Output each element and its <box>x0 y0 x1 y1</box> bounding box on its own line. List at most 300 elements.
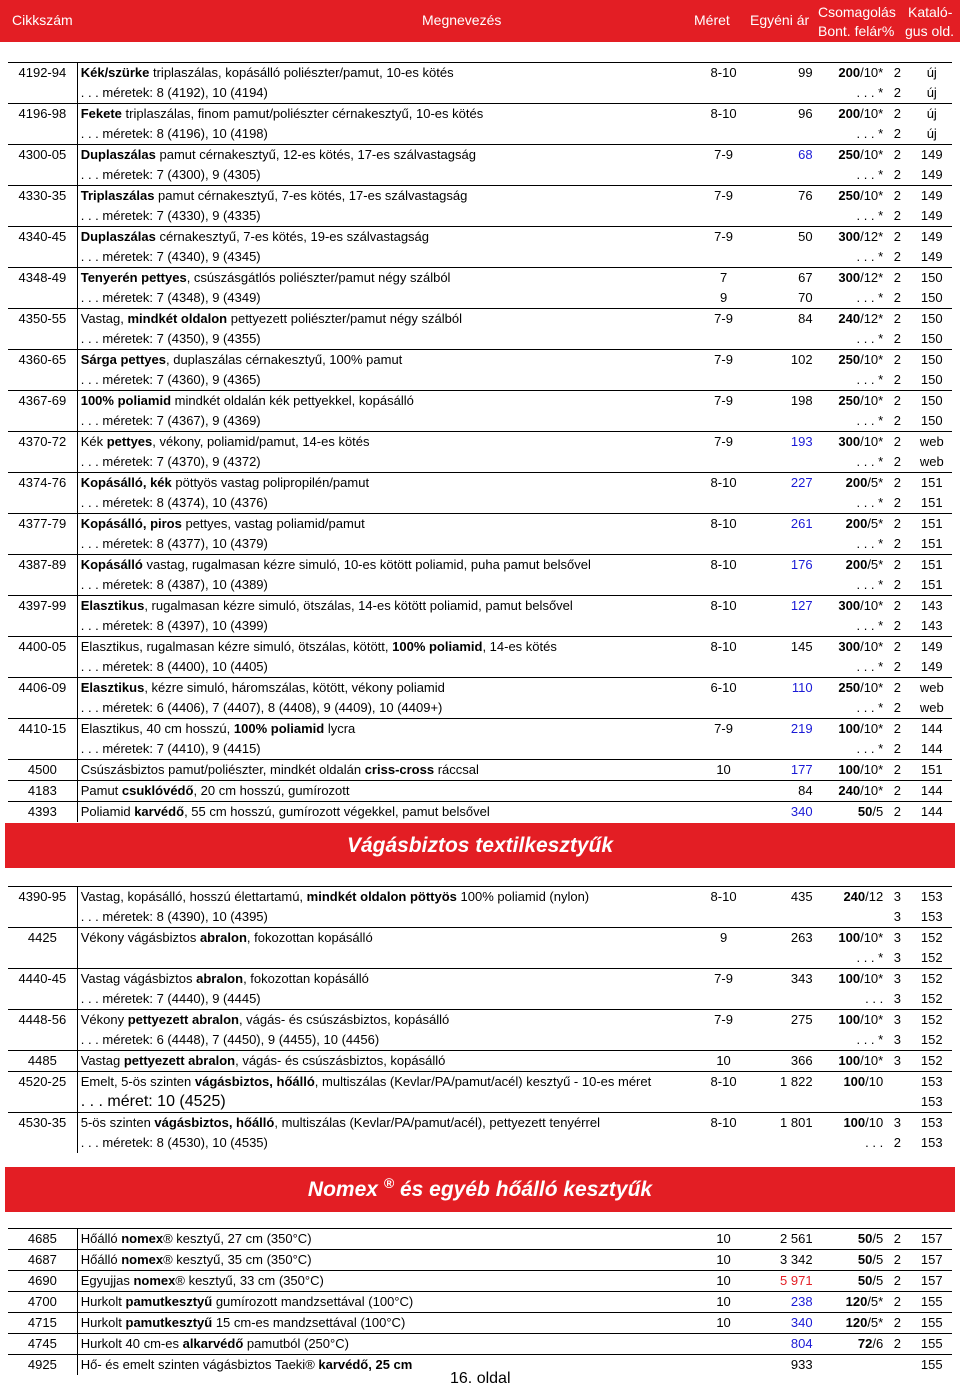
cell-cikkszam: 4500 <box>8 760 77 781</box>
cell-katalogus: 157 <box>912 1271 952 1292</box>
cell-csomagolas: 200/10* <box>821 63 884 84</box>
cell-katalogus: 157 <box>912 1250 952 1271</box>
cell-katalogus: 151 <box>920 577 943 592</box>
cell-megnevezes: . . . méretek: 6 (4448), 7 (4450), 9 (4455), 10 (4456) <box>80 1032 380 1047</box>
cell-csomagolas: 50/5 <box>821 1271 884 1292</box>
cell-cikkszam <box>8 493 77 514</box>
cell-megnevezes: Pamut csuklóvédő, 20 cm hosszú, gumírozott <box>77 781 697 802</box>
table-row <box>8 227 952 248</box>
cell-megnevezes: Kopásálló, piros pettyes, vastag poliamid/pamut <box>77 514 697 535</box>
cell-katalogus: 152 <box>920 1032 943 1047</box>
cell-bont-felar: 2 <box>893 167 901 182</box>
cell-csomagolas <box>821 1355 884 1376</box>
cell-egyeni-ar: 1 822 <box>750 1072 821 1093</box>
cell-egyeni-ar <box>750 83 821 104</box>
cell-egyeni-ar: 2 561 <box>750 1229 821 1250</box>
cell-katalogus: 149 <box>920 249 943 264</box>
cell-egyeni-ar <box>750 329 821 350</box>
cell-csomagolas: . . . * <box>856 331 884 346</box>
table-row <box>8 657 952 678</box>
header-bont-felar: Bont. felár% <box>818 23 895 39</box>
cell-egyeni-ar <box>750 1133 821 1153</box>
cell-bont-felar: 2 <box>893 700 901 715</box>
cell-bont-felar: 2 <box>883 227 911 248</box>
cell-meret: 10 <box>697 760 750 781</box>
cell-bont-felar: 2 <box>893 741 901 756</box>
cell-bont-felar: 2 <box>883 104 911 125</box>
cell-csomagolas: 100/10* <box>821 1051 884 1072</box>
cell-cikkszam: 4348-49 <box>8 268 77 289</box>
cell-bont-felar: 2 <box>883 678 911 699</box>
cell-egyeni-ar: 67 <box>750 268 821 289</box>
cell-katalogus: 152 <box>912 969 952 990</box>
cell-megnevezes: Triplaszálas pamut cérnakesztyű, 7-es kötés, 17-es szálvastagság <box>77 186 697 207</box>
cell-csomagolas: . . . * <box>856 577 884 592</box>
cell-meret <box>697 370 750 391</box>
cell-egyeni-ar: 366 <box>750 1051 821 1072</box>
cell-bont-felar: 2 <box>883 637 911 658</box>
cell-csomagolas: 50/5 <box>821 1250 884 1271</box>
cell-cikkszam: 4192-94 <box>8 63 77 84</box>
cell-cikkszam <box>8 575 77 596</box>
cell-megnevezes <box>77 948 697 969</box>
cell-katalogus: 151 <box>912 555 952 576</box>
cell-csomagolas: 250/10* <box>821 350 884 371</box>
cell-bont-felar: 2 <box>893 536 901 551</box>
cell-cikkszam <box>8 411 77 432</box>
cell-meret: 6-10 <box>697 678 750 699</box>
table-row <box>8 969 952 990</box>
cell-bont-felar: 2 <box>883 63 911 84</box>
cell-bont-felar: 2 <box>883 145 911 166</box>
cell-egyeni-ar <box>750 948 821 969</box>
cell-egyeni-ar: 84 <box>750 781 821 802</box>
table-row <box>8 145 952 166</box>
cell-egyeni-ar <box>750 247 821 268</box>
cell-bont-felar: 3 <box>883 1113 911 1134</box>
cell-cikkszam: 4350-55 <box>8 309 77 330</box>
cell-cikkszam <box>8 83 77 104</box>
cell-bont-felar: 3 <box>883 1010 911 1031</box>
cell-katalogus: 150 <box>912 309 952 330</box>
cell-katalogus: 155 <box>912 1292 952 1313</box>
cell-megnevezes: . . . méretek: 7 (4340), 9 (4345) <box>80 249 261 264</box>
cell-csomagolas: 100/10 <box>821 1072 884 1093</box>
cell-meret: 10 <box>697 1313 750 1334</box>
table-row <box>8 432 952 453</box>
cell-megnevezes: Kék/szürke triplaszálas, kopásálló poliészter/pamut, 10-es kötés <box>77 63 697 84</box>
table-row <box>8 781 952 802</box>
cell-meret: 8-10 <box>697 1113 750 1134</box>
cell-meret <box>697 206 750 227</box>
cell-bont-felar: 2 <box>883 802 911 823</box>
cell-megnevezes: . . . méretek: 7 (4330), 9 (4335) <box>80 208 261 223</box>
cell-cikkszam <box>8 534 77 555</box>
cell-csomagolas: 250/10* <box>821 391 884 412</box>
table-row <box>8 739 952 760</box>
cell-katalogus: 151 <box>912 473 952 494</box>
cell-megnevezes: Emelt, 5-ös szinten vágásbiztos, hőálló, multiszálas (Kevlar/PA/pamut/acél) kesztyű - 10-es méret <box>77 1072 697 1093</box>
cell-megnevezes: . . . méretek: 8 (4397), 10 (4399) <box>80 618 268 633</box>
cell-megnevezes: . . . méretek: 8 (4387), 10 (4389) <box>80 577 268 592</box>
cell-meret: 8-10 <box>697 596 750 617</box>
table-row <box>8 104 952 125</box>
cell-cikkszam: 4397-99 <box>8 596 77 617</box>
cell-meret <box>697 907 750 928</box>
cell-cikkszam <box>8 1133 77 1153</box>
table-row <box>8 989 952 1010</box>
cell-meret <box>697 657 750 678</box>
cell-megnevezes: Csúszásbiztos pamut/poliészter, mindkét oldalán criss-cross ráccsal <box>77 760 697 781</box>
cell-megnevezes: . . . méretek: 7 (4350), 9 (4355) <box>80 331 261 346</box>
cell-bont-felar: 2 <box>893 331 901 346</box>
cell-megnevezes: . . . méretek: 7 (4410), 9 (4415) <box>80 741 261 756</box>
cell-meret: 8-10 <box>697 514 750 535</box>
table-row <box>8 186 952 207</box>
table-row <box>8 350 952 371</box>
cell-egyeni-ar: 263 <box>750 928 821 949</box>
cell-meret: 7-9 <box>697 1010 750 1031</box>
cell-meret <box>697 452 750 473</box>
cell-csomagolas: 300/10* <box>821 637 884 658</box>
cell-bont-felar: 2 <box>893 249 901 264</box>
cell-cikkszam <box>8 452 77 473</box>
table-row <box>8 1113 952 1134</box>
table-row <box>8 637 952 658</box>
table-row <box>8 309 952 330</box>
cell-egyeni-ar: 102 <box>750 350 821 371</box>
cell-csomagolas: 200/5* <box>821 514 884 535</box>
cell-egyeni-ar <box>750 657 821 678</box>
cell-egyeni-ar: 804 <box>750 1334 821 1355</box>
cell-egyeni-ar: 76 <box>750 186 821 207</box>
cell-egyeni-ar <box>750 493 821 514</box>
cell-meret <box>697 493 750 514</box>
cell-bont-felar: 2 <box>883 1271 911 1292</box>
table-row <box>8 473 952 494</box>
cell-katalogus: 150 <box>912 268 952 289</box>
cell-meret <box>697 1133 750 1153</box>
cell-katalogus: 149 <box>912 186 952 207</box>
cell-csomagolas: 240/12* <box>821 309 884 330</box>
header-cikkszam: Cikkszám <box>12 12 73 28</box>
cell-cikkszam <box>8 247 77 268</box>
cell-cikkszam: 4340-45 <box>8 227 77 248</box>
cell-cikkszam <box>8 329 77 350</box>
cell-katalogus: 155 <box>912 1355 952 1376</box>
table-row <box>8 1271 952 1292</box>
cell-katalogus: 151 <box>920 495 943 510</box>
cell-egyeni-ar: 435 <box>750 887 821 908</box>
cell-katalogus: új <box>926 126 937 141</box>
registered-mark: ® <box>383 1175 395 1191</box>
cell-megnevezes: . . . méretek: 7 (4360), 9 (4365) <box>80 372 261 387</box>
cell-egyeni-ar: 193 <box>750 432 821 453</box>
cell-cikkszam: 4393 <box>8 802 77 823</box>
cell-csomagolas: 100/10* <box>821 719 884 740</box>
cell-egyeni-ar: 68 <box>750 145 821 166</box>
cell-csomagolas: . . . * <box>856 208 884 223</box>
cell-csomagolas: . . . * <box>856 700 884 715</box>
cell-katalogus: 149 <box>920 167 943 182</box>
cell-csomagolas: 300/12* <box>821 227 884 248</box>
cell-meret: 10 <box>697 1271 750 1292</box>
cell-cikkszam: 4690 <box>8 1271 77 1292</box>
table-row <box>8 1092 952 1113</box>
cell-bont-felar: 2 <box>893 618 901 633</box>
table-row <box>8 391 952 412</box>
cell-bont-felar: 2 <box>883 719 911 740</box>
cell-egyeni-ar <box>750 989 821 1010</box>
section-title-nomex-b: és egyéb hőálló kesztyűk <box>399 1178 653 1201</box>
cell-katalogus: 152 <box>920 950 943 965</box>
cell-egyeni-ar: 343 <box>750 969 821 990</box>
cell-meret <box>697 534 750 555</box>
cell-megnevezes: Vékony pettyezett abralon, vágás- és csúszásbiztos, kopásálló <box>77 1010 697 1031</box>
cell-csomagolas <box>821 1092 884 1113</box>
table-row <box>8 698 952 719</box>
cell-katalogus: új <box>912 104 952 125</box>
cell-bont-felar <box>883 1072 911 1093</box>
cell-egyeni-ar <box>750 739 821 760</box>
cell-megnevezes: Vékony vágásbiztos abralon, fokozottan kopásálló <box>77 928 697 949</box>
table-row <box>8 596 952 617</box>
cell-meret <box>697 247 750 268</box>
cell-egyeni-ar <box>750 575 821 596</box>
cell-meret <box>697 1355 750 1376</box>
cell-bont-felar: 2 <box>893 85 901 100</box>
cell-csomagolas: 240/12 <box>821 887 884 908</box>
cell-meret: 7-9 <box>697 227 750 248</box>
cell-katalogus: 152 <box>920 991 943 1006</box>
cell-megnevezes: Hurkolt pamutkesztyű gumírozott mandzsettával (100°C) <box>77 1292 697 1313</box>
cell-megnevezes: . . . méretek: 7 (4300), 9 (4305) <box>80 167 261 182</box>
cell-cikkszam <box>8 206 77 227</box>
cell-katalogus: 155 <box>912 1313 952 1334</box>
cell-meret: 10 <box>697 1229 750 1250</box>
cell-cikkszam <box>8 616 77 637</box>
section-title-vagasbiztos: Vágásbiztos textilkesztyűk <box>5 823 955 868</box>
cell-bont-felar: 2 <box>893 372 901 387</box>
cell-meret: 8-10 <box>697 104 750 125</box>
cell-megnevezes: Kék pettyes, vékony, poliamid/pamut, 14-es kötés <box>77 432 697 453</box>
cell-cikkszam <box>8 739 77 760</box>
cell-megnevezes: . . . méretek: 8 (4192), 10 (4194) <box>80 85 268 100</box>
cell-bont-felar: 2 <box>883 1229 911 1250</box>
cell-bont-felar: 2 <box>883 514 911 535</box>
cell-meret <box>697 124 750 145</box>
cell-katalogus: 149 <box>912 145 952 166</box>
cell-megnevezes: Vastag vágásbiztos abralon, fokozottan kopásálló <box>77 969 697 990</box>
cell-cikkszam: 4390-95 <box>8 887 77 908</box>
cell-csomagolas: 100/10* <box>821 760 884 781</box>
cell-csomagolas: 300/12* <box>821 268 884 289</box>
cell-megnevezes: Hőálló nomex® kesztyű, 35 cm (350°C) <box>77 1250 697 1271</box>
cell-csomagolas: 250/10* <box>821 145 884 166</box>
cell-katalogus: 150 <box>920 331 943 346</box>
cell-bont-felar: 2 <box>893 454 901 469</box>
cell-katalogus: 149 <box>920 208 943 223</box>
table-row <box>8 1292 952 1313</box>
cell-cikkszam: 4715 <box>8 1313 77 1334</box>
cell-katalogus: 150 <box>912 350 952 371</box>
cell-cikkszam: 4687 <box>8 1250 77 1271</box>
table-row <box>8 575 952 596</box>
cell-bont-felar: 2 <box>883 432 911 453</box>
cell-bont-felar: 2 <box>883 1292 911 1313</box>
table-row <box>8 493 952 514</box>
cell-katalogus: 144 <box>912 781 952 802</box>
cell-egyeni-ar: 127 <box>750 596 821 617</box>
table-row <box>8 719 952 740</box>
cell-megnevezes: . . . méretek: 8 (4196), 10 (4198) <box>80 126 268 141</box>
header-katalogus: Kataló- <box>908 4 953 20</box>
table-row <box>8 288 952 309</box>
cell-csomagolas: . . . * <box>856 1032 884 1047</box>
cell-bont-felar: 2 <box>883 350 911 371</box>
cell-megnevezes: . . . méretek: 8 (4530), 10 (4535) <box>80 1135 268 1150</box>
cell-cikkszam: 4448-56 <box>8 1010 77 1031</box>
cell-katalogus: 143 <box>920 618 943 633</box>
cell-katalogus: 149 <box>920 659 943 674</box>
cell-csomagolas: . . . * <box>856 167 884 182</box>
table-row <box>8 206 952 227</box>
cell-meret: 7-9 <box>697 432 750 453</box>
cell-bont-felar: 2 <box>893 126 901 141</box>
cell-megnevezes: Vastag pettyezett abralon, vágás- és csúszásbiztos, kopásálló <box>77 1051 697 1072</box>
cell-bont-felar: 3 <box>893 991 901 1006</box>
cell-csomagolas: 120/5* <box>821 1292 884 1313</box>
cell-csomagolas: . . . * <box>856 413 884 428</box>
cell-megnevezes: Elasztikus, kézre simuló, háromszálas, kötött, vékony poliamid <box>77 678 697 699</box>
cell-bont-felar: 2 <box>883 1334 911 1355</box>
header-egyeni-ar: Egyéni ár <box>750 12 810 28</box>
cell-csomagolas: . . . * <box>856 536 884 551</box>
product-table-3 <box>8 1228 952 1375</box>
cell-egyeni-ar: 110 <box>750 678 821 699</box>
cell-csomagolas: . . . * <box>856 495 884 510</box>
cell-megnevezes: . . . méretek: 7 (4367), 9 (4369) <box>80 413 261 428</box>
cell-csomagolas: . . . * <box>856 950 884 965</box>
cell-csomagolas: 50/5 <box>821 1229 884 1250</box>
cell-bont-felar: 2 <box>893 577 901 592</box>
cell-megnevezes: . . . méretek: 8 (4377), 10 (4379) <box>80 536 268 551</box>
cell-egyeni-ar: 275 <box>750 1010 821 1031</box>
cell-megnevezes: Egyujjas nomex® kesztyű, 33 cm (350°C) <box>77 1271 697 1292</box>
cell-katalogus: 153 <box>920 1135 943 1150</box>
cell-megnevezes: . . . méret: 10 (4525) <box>80 1093 226 1110</box>
cell-meret: 8-10 <box>697 1072 750 1093</box>
cell-egyeni-ar <box>750 1030 821 1051</box>
cell-egyeni-ar <box>750 616 821 637</box>
cell-bont-felar: 2 <box>883 555 911 576</box>
cell-bont-felar: 2 <box>883 268 911 289</box>
cell-csomagolas: 200/10* <box>821 104 884 125</box>
cell-katalogus: 155 <box>912 1334 952 1355</box>
table-row <box>8 452 952 473</box>
cell-meret <box>697 165 750 186</box>
table-row <box>8 802 952 823</box>
cell-cikkszam: 4925 <box>8 1355 77 1376</box>
cell-megnevezes: . . . méretek: 7 (4348), 9 (4349) <box>80 290 261 305</box>
cell-bont-felar: 2 <box>893 495 901 510</box>
table-row <box>8 1072 952 1093</box>
cell-egyeni-ar: 145 <box>750 637 821 658</box>
table-row <box>8 534 952 555</box>
cell-megnevezes: Vastag, kopásálló, hosszú élettartamú, mindkét oldalon pöttyös 100% poliamid (nylon) <box>77 887 697 908</box>
cell-bont-felar: 2 <box>893 1135 901 1150</box>
cell-meret: 7-9 <box>697 391 750 412</box>
cell-csomagolas: 120/5* <box>821 1313 884 1334</box>
cell-katalogus: 152 <box>912 1051 952 1072</box>
cell-csomagolas: . . . * <box>856 454 884 469</box>
cell-megnevezes: Hőálló nomex® kesztyű, 27 cm (350°C) <box>77 1229 697 1250</box>
cell-meret: 7-9 <box>697 309 750 330</box>
cell-meret <box>697 948 750 969</box>
cell-megnevezes: Tenyerén pettyes, csúszásgátlós poliészter/pamut négy szálból <box>77 268 697 289</box>
cell-bont-felar <box>883 1355 911 1376</box>
cell-katalogus: 150 <box>920 372 943 387</box>
cell-bont-felar: 3 <box>883 928 911 949</box>
cell-megnevezes: Hurkolt 40 cm-es alkarvédő pamutból (250°C) <box>77 1334 697 1355</box>
cell-cikkszam: 4330-35 <box>8 186 77 207</box>
cell-bont-felar: 2 <box>893 659 901 674</box>
page-number: 16. oldal <box>450 1370 511 1387</box>
cell-meret <box>697 698 750 719</box>
cell-cikkszam: 4367-69 <box>8 391 77 412</box>
cell-meret: 10 <box>697 1250 750 1271</box>
section-title-nomex <box>5 1167 955 1212</box>
cell-egyeni-ar: 219 <box>750 719 821 740</box>
cell-bont-felar: 2 <box>883 760 911 781</box>
cell-csomagolas: . . . * <box>856 741 884 756</box>
cell-katalogus: új <box>926 85 937 100</box>
cell-bont-felar: 2 <box>883 1313 911 1334</box>
cell-csomagolas <box>821 907 884 928</box>
cell-bont-felar: 2 <box>883 391 911 412</box>
table-header <box>0 0 960 42</box>
cell-cikkszam: 4425 <box>8 928 77 949</box>
table-row <box>8 1051 952 1072</box>
cell-bont-felar: 2 <box>883 309 911 330</box>
cell-egyeni-ar: 3 342 <box>750 1250 821 1271</box>
cell-megnevezes: Duplaszálas pamut cérnakesztyű, 12-es kötés, 17-es szálvastagság <box>77 145 697 166</box>
cell-megnevezes: Poliamid karvédő, 55 cm hosszú, gumírozott végekkel, pamut belsővel <box>77 802 697 823</box>
cell-katalogus: 144 <box>912 802 952 823</box>
cell-bont-felar <box>883 1092 911 1113</box>
cell-egyeni-ar: 99 <box>750 63 821 84</box>
cell-megnevezes: Fekete triplaszálas, finom pamut/poliészter cérnakesztyű, 10-es kötés <box>77 104 697 125</box>
cell-bont-felar: 3 <box>883 969 911 990</box>
cell-csomagolas: 250/10* <box>821 678 884 699</box>
cell-meret: 9 <box>719 290 728 305</box>
cell-cikkszam <box>8 989 77 1010</box>
cell-cikkszam: 4196-98 <box>8 104 77 125</box>
cell-meret <box>697 329 750 350</box>
cell-egyeni-ar <box>750 206 821 227</box>
cell-egyeni-ar: 84 <box>750 309 821 330</box>
cell-egyeni-ar: 177 <box>750 760 821 781</box>
cell-megnevezes: Kopásálló, kék pöttyös vastag polipropilén/pamut <box>77 473 697 494</box>
table-row <box>8 1010 952 1031</box>
table-row <box>8 555 952 576</box>
cell-katalogus: 150 <box>920 413 943 428</box>
cell-megnevezes: Sárga pettyes, duplaszálas cérnakesztyű, 100% pamut <box>77 350 697 371</box>
cell-egyeni-ar: 227 <box>750 473 821 494</box>
cell-cikkszam: 4387-89 <box>8 555 77 576</box>
table-row <box>8 411 952 432</box>
table-row <box>8 760 952 781</box>
